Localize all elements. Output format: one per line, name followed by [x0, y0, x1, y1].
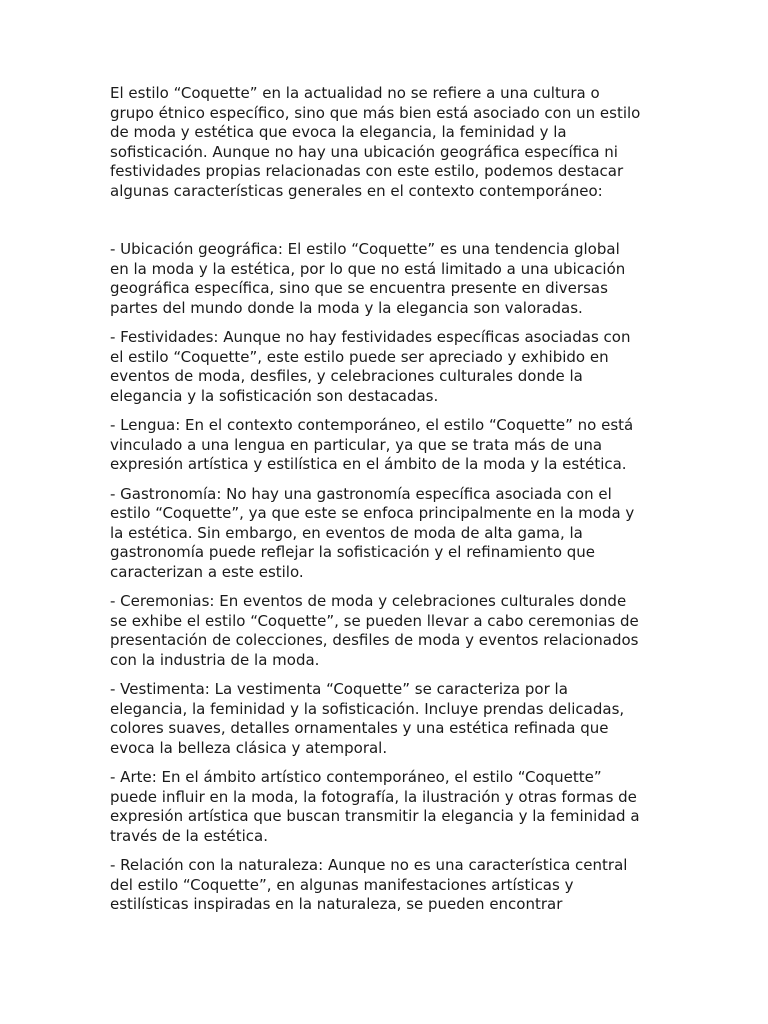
list-item-vestimenta: - Vestimenta: La vestimenta “Coquette” se caracteriza por la elegancia, la feminidad y la sofisticación. Incluye prendas delicadas, colores suaves, detalles ornamentales y una estética refinada que evoca la belleza clásica y atemporal.	[110, 680, 625, 757]
document-page	[110, 84, 662, 925]
list-item-gastronomia: - Gastronomía: No hay una gastronomía específica asociada con el estilo “Coquette”, ya que este se enfoca principalmente en la moda y la estética. Sin embargo, en eventos de moda de alta gama, la gastronomía puede reflejar la sofisticación y el refinamiento que caracterizan a este estilo.	[110, 484, 635, 581]
intro-paragraph: El estilo “Coquette” en la actualidad no se refiere a una cultura o grupo étnico específico, sino que más bien está asociado con un estilo de moda y estética que evoca la elegancia, la feminidad y la sofisticación. Aunque no hay una ubicación geográfica específica ni festividades propias relacionadas con este estilo, podemos destacar algunas características generales en el contexto contemporáneo:	[110, 84, 641, 200]
list-item-arte: - Arte: En el ámbito artístico contemporáneo, el estilo “Coquette” puede influir en la moda, la fotografía, la ilustración y otras formas de expresión artística que buscan transmitir la elegancia y la feminidad a través de la estética.	[110, 768, 640, 845]
list-item-naturaleza: - Relación con la naturaleza: Aunque no es una característica central del estilo “Coquette”, en algunas manifestaciones artísticas y estilísticas inspiradas en la naturaleza, se pueden encontrar	[110, 856, 628, 913]
list-item-ubicacion: - Ubicación geográfica: El estilo “Coquette” es una tendencia global en la moda y la estética, por lo que no está limitado a una ubicación geográfica específica, sino que se encuentra presente en diversas partes del mundo donde la moda y la elegancia son valoradas.	[110, 240, 626, 317]
list-item-ceremonias: - Ceremonias: En eventos de moda y celebraciones culturales donde se exhibe el estilo “Coquette”, se pueden llevar a cabo ceremonias de presentación de colecciones, desfiles de moda y eventos relacionados con la industria de la moda.	[110, 592, 639, 669]
list-item-lengua: - Lengua: En el contexto contemporáneo, el estilo “Coquette” no está vinculado a una lengua en particular, ya que se trata más de una expresión artística y estilística en el ámbito de la moda y la estética.	[110, 416, 634, 473]
list-item-festividades: - Festividades: Aunque no hay festividades específicas asociadas con el estilo “Coquette”, este estilo puede ser apreciado y exhibido en eventos de moda, desfiles, y celebraciones culturales donde la elegancia y la sofisticación son destacadas.	[110, 328, 631, 405]
